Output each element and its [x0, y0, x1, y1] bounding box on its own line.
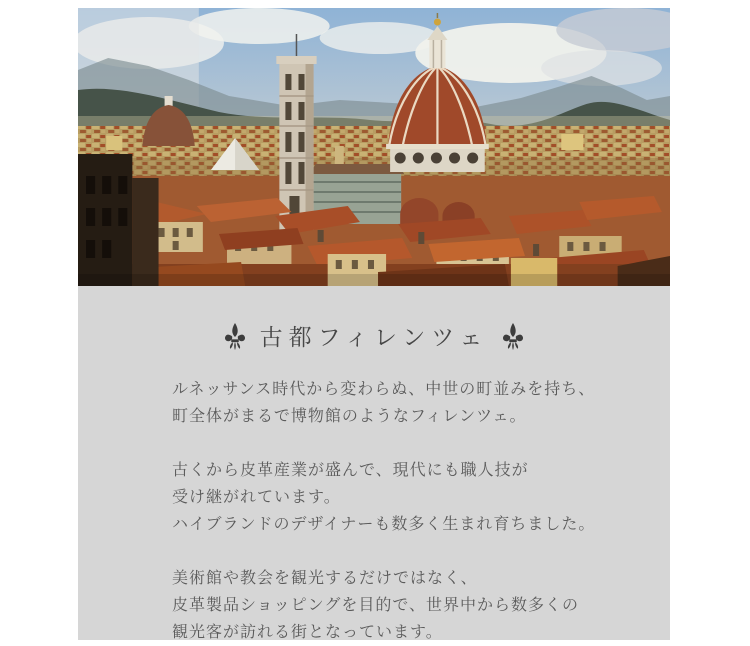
content-panel: [78, 8, 670, 640]
paragraph: [172, 457, 640, 538]
florence-cityscape-photo: [78, 8, 670, 286]
fleur-de-lis-icon: [501, 322, 525, 352]
text-line: 皮革製品ショッピングを目的で、世界中から数多くの: [172, 597, 580, 614]
text-line: 美術館や教会を観光するだけではなく、: [172, 570, 478, 587]
paragraph: [172, 565, 640, 646]
fleur-de-lis-icon: [223, 322, 247, 352]
description-text: [172, 376, 640, 646]
text-line: 観光客が訪れる街となっています。: [172, 624, 443, 641]
text-line: 古くから皮革産業が盛んで、現代にも職人技が: [172, 462, 529, 479]
section-title: 古都フィレンツェ: [259, 324, 489, 350]
paragraph: [172, 376, 640, 430]
text-line: 受け継がれています。: [172, 489, 341, 506]
text-line: ハイブランドのデザイナーも数多く生まれ育ちました。: [172, 516, 596, 533]
text-line: 町全体がまるで博物館のようなフィレンツェ。: [172, 408, 527, 425]
text-line: ルネッサンス時代から変わらぬ、中世の町並みを持ち、: [172, 381, 596, 398]
section-heading: [78, 320, 670, 354]
